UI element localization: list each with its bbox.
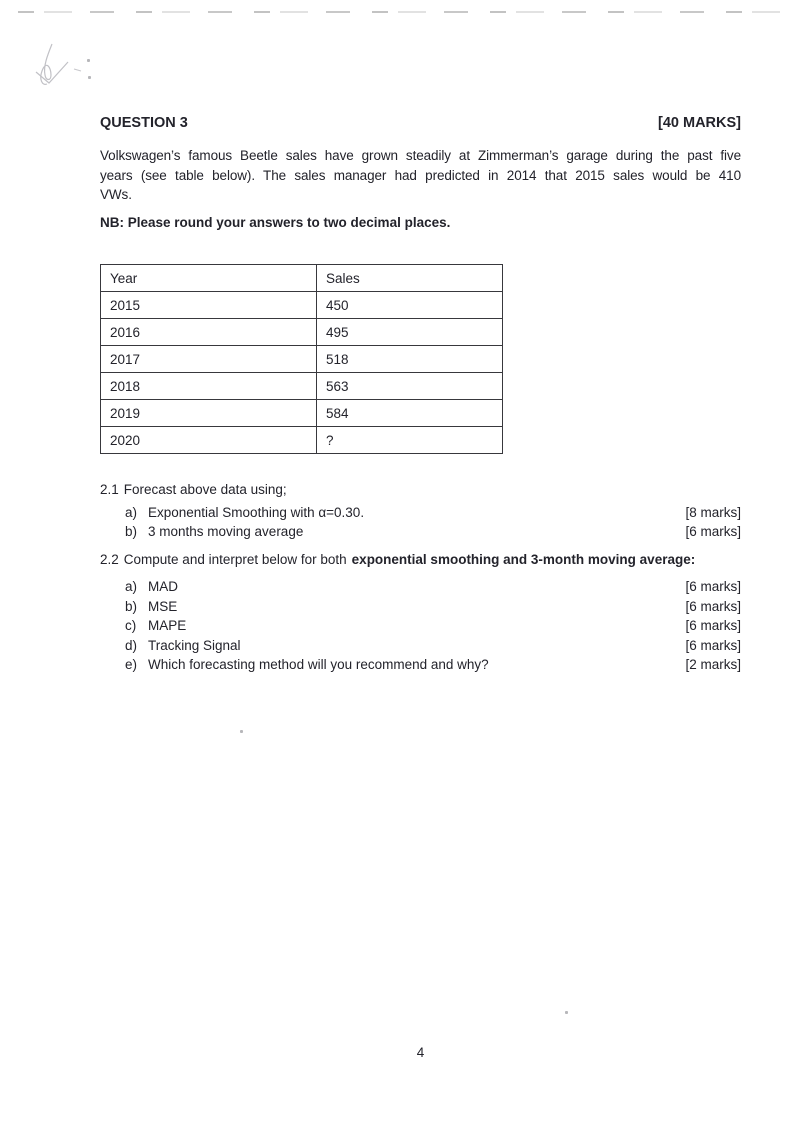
question-total-marks: [40 MARKS] <box>658 115 741 131</box>
section-heading-text: Compute and interpret below for both <box>123 551 347 567</box>
sales-cell: 450 <box>317 292 503 319</box>
section-2-2-heading <box>100 550 741 570</box>
question-title: QUESTION 3 <box>100 115 188 131</box>
item-label: a) <box>125 579 138 594</box>
item-text: 3 months moving average <box>148 524 304 539</box>
sales-cell: 563 <box>317 373 503 400</box>
item-text: MAPE <box>148 618 187 633</box>
handwritten-scribble <box>28 42 100 94</box>
year-cell: 2020 <box>101 427 317 454</box>
item-marks: [6 marks] <box>685 618 741 633</box>
table-row <box>101 319 503 346</box>
section-2-1-items <box>100 503 741 542</box>
section-heading-text: Forecast above data using; <box>123 482 287 497</box>
sales-cell: 495 <box>317 319 503 346</box>
year-cell: 2016 <box>101 319 317 346</box>
section-2-1 <box>100 480 741 542</box>
question-heading-row <box>100 113 741 133</box>
sales-cell: 518 <box>317 346 503 373</box>
item-text: MSE <box>148 598 178 614</box>
list-item <box>100 577 741 597</box>
scan-speck <box>88 76 91 79</box>
table-header-year: Year <box>101 265 317 292</box>
table-row <box>101 292 503 319</box>
table-row <box>101 427 503 454</box>
scan-speck <box>565 1011 568 1014</box>
item-label: b) <box>125 598 138 614</box>
table-row <box>101 346 503 373</box>
item-label: a) <box>125 504 138 520</box>
intro-line: Volkswagen’s famous Beetle sales have grown steadily at Zimmerman’s garage during the past five <box>100 148 741 163</box>
section-2-1-heading <box>100 480 741 500</box>
section-heading-bold-text: exponential smoothing and 3-month moving average: <box>351 551 696 567</box>
table-row <box>101 400 503 427</box>
item-text: Which forecasting method will you recommend and why? <box>148 657 489 672</box>
item-text: Exponential Smoothing with α=0.30. <box>148 504 365 520</box>
item-marks: [6 marks] <box>685 579 741 594</box>
item-label: b) <box>125 524 138 539</box>
page-number: 4 <box>416 1045 425 1060</box>
content-area <box>100 0 741 675</box>
sales-cell: ? <box>317 427 503 454</box>
item-marks: [6 marks] <box>685 637 741 653</box>
year-cell: 2017 <box>101 346 317 373</box>
table-header-row <box>101 265 503 292</box>
sales-table <box>100 264 503 454</box>
item-text: Tracking Signal <box>148 637 241 653</box>
section-number: 2.1 <box>100 482 119 497</box>
item-text: MAD <box>148 579 178 594</box>
intro-line: VWs. <box>100 187 132 202</box>
list-item <box>100 503 741 523</box>
intro-paragraph <box>100 146 741 205</box>
section-2-2 <box>100 550 741 675</box>
year-cell: 2019 <box>101 400 317 427</box>
list-item <box>100 597 741 617</box>
item-label: d) <box>125 637 138 653</box>
section-2-2-items <box>100 577 741 675</box>
rounding-note: NB: Please round your answers to two decimal places. <box>100 214 451 230</box>
item-marks: [2 marks] <box>685 657 741 672</box>
item-marks: [6 marks] <box>685 524 741 539</box>
year-cell: 2018 <box>101 373 317 400</box>
item-marks: [8 marks] <box>685 504 741 520</box>
table-row <box>101 373 503 400</box>
intro-line: years (see table below). The sales manager had predicted in 2014 that 2015 sales would be 410 <box>100 167 741 183</box>
scan-speck <box>240 730 243 733</box>
scan-speck <box>87 59 90 62</box>
list-item <box>100 616 741 636</box>
item-marks: [6 marks] <box>685 598 741 614</box>
list-item <box>100 636 741 656</box>
item-label: c) <box>125 618 137 633</box>
item-label: e) <box>125 657 138 672</box>
list-item <box>100 522 741 542</box>
table-header-sales: Sales <box>317 265 503 292</box>
sales-cell: 584 <box>317 400 503 427</box>
list-item <box>100 655 741 675</box>
section-number: 2.2 <box>100 551 119 567</box>
year-cell: 2015 <box>101 292 317 319</box>
